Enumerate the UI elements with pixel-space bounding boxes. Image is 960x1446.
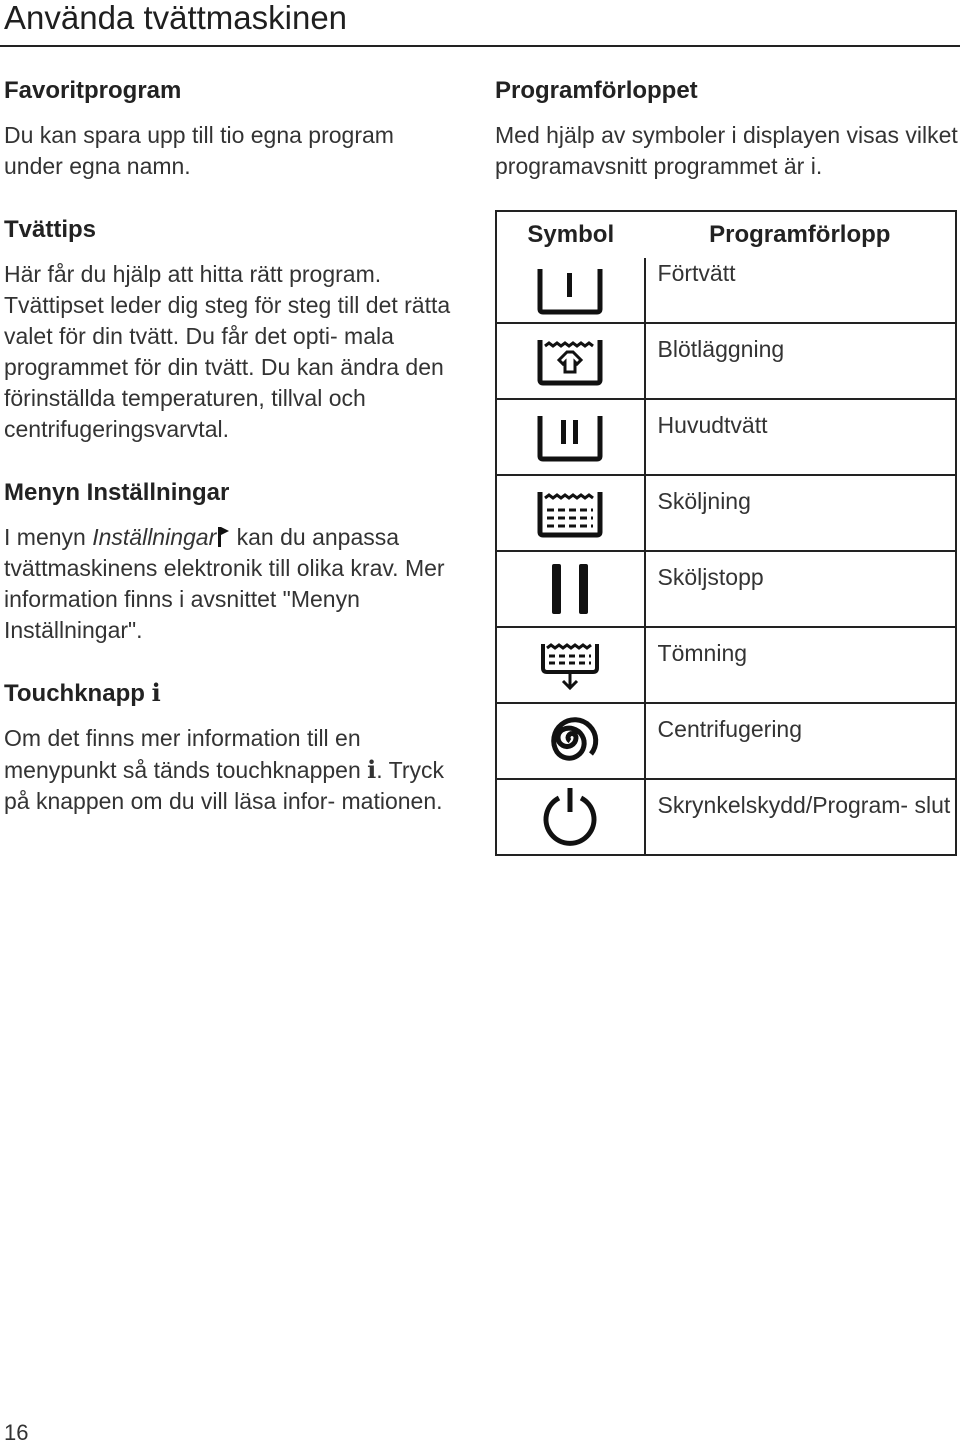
symbol-table xyxy=(495,210,957,856)
flag-icon xyxy=(216,526,230,548)
programforloppet-text: Med hjälp av symboler i displayen visas vilket programavsnitt programmet är i. xyxy=(495,122,958,179)
menyn-text-after: kan du anpassa tvättmaskinens elektronik till olika krav. Mer information finns i avsnittet "Menyn Inställningar". xyxy=(4,524,445,643)
touch-text-after: . Tryck på knappen om du vill läsa infor- mationen. xyxy=(4,757,444,814)
row-label: Centrifugering xyxy=(645,703,956,779)
tvattips-section xyxy=(4,215,464,445)
col-header-symbol: Symbol xyxy=(496,211,645,258)
touch-text xyxy=(4,723,454,817)
table-row xyxy=(496,551,956,627)
row-label: Sköljstopp xyxy=(645,551,956,627)
tvattips-text: Här får du hjälp att hitta rätt program. Tvättipset leder dig steg för steg till det rätta valet för din tvätt. Du får det opti- mala programmet för din tvätt. Du kan ändra den förinställda temperaturen, tillval och centrifugeringsvarvtal. xyxy=(4,261,451,442)
title-divider xyxy=(0,45,960,47)
menyn-heading: Menyn Inställningar xyxy=(4,479,230,506)
info-icon: i xyxy=(151,678,161,707)
menyn-text xyxy=(4,522,459,646)
touch-heading-label: Touchknapp xyxy=(4,680,145,707)
drain-icon xyxy=(537,638,603,692)
row-label: Sköljning xyxy=(645,475,956,551)
page-title: Använda tvättmaskinen xyxy=(4,0,348,36)
power-end-icon xyxy=(537,786,603,848)
rinse-icon xyxy=(537,488,603,538)
favorit-text: Du kan spara upp till tio egna program under egna namn. xyxy=(4,122,394,179)
main-wash-icon xyxy=(537,412,603,462)
favorit-heading: Favoritprogram xyxy=(4,77,182,104)
row-label: Förtvätt xyxy=(645,258,956,323)
table-row xyxy=(496,627,956,703)
menyn-text-before: I menyn xyxy=(4,524,93,550)
row-label: Blötläggning xyxy=(645,323,956,399)
table-row xyxy=(496,475,956,551)
row-label: Huvudtvätt xyxy=(645,399,956,475)
table-row xyxy=(496,323,956,399)
row-label: Skrynkelskydd/Program- slut xyxy=(645,779,956,855)
rinse-hold-icon xyxy=(537,562,603,616)
table-row xyxy=(496,779,956,855)
programforloppet-heading: Programförloppet xyxy=(495,77,698,104)
table-row xyxy=(496,399,956,475)
table-row xyxy=(496,703,956,779)
row-label: Tömning xyxy=(645,627,956,703)
touch-heading xyxy=(4,678,464,709)
favorit-section xyxy=(4,76,464,182)
table-row xyxy=(496,258,956,323)
right-column xyxy=(495,76,960,182)
soak-icon xyxy=(537,336,603,386)
page-number: 16 xyxy=(4,1420,29,1445)
touch-text-before: Om det finns mer information till en menypunkt så tänds touchknappen xyxy=(4,725,368,783)
spin-icon xyxy=(537,713,603,769)
prewash-icon xyxy=(537,265,603,315)
touch-section xyxy=(4,678,464,817)
info-icon: i xyxy=(367,755,377,784)
col-header-program: Programförlopp xyxy=(645,211,956,258)
tvattips-heading: Tvättips xyxy=(4,216,97,243)
menyn-text-italic: Inställningar xyxy=(92,524,217,550)
menyn-section xyxy=(4,478,464,646)
